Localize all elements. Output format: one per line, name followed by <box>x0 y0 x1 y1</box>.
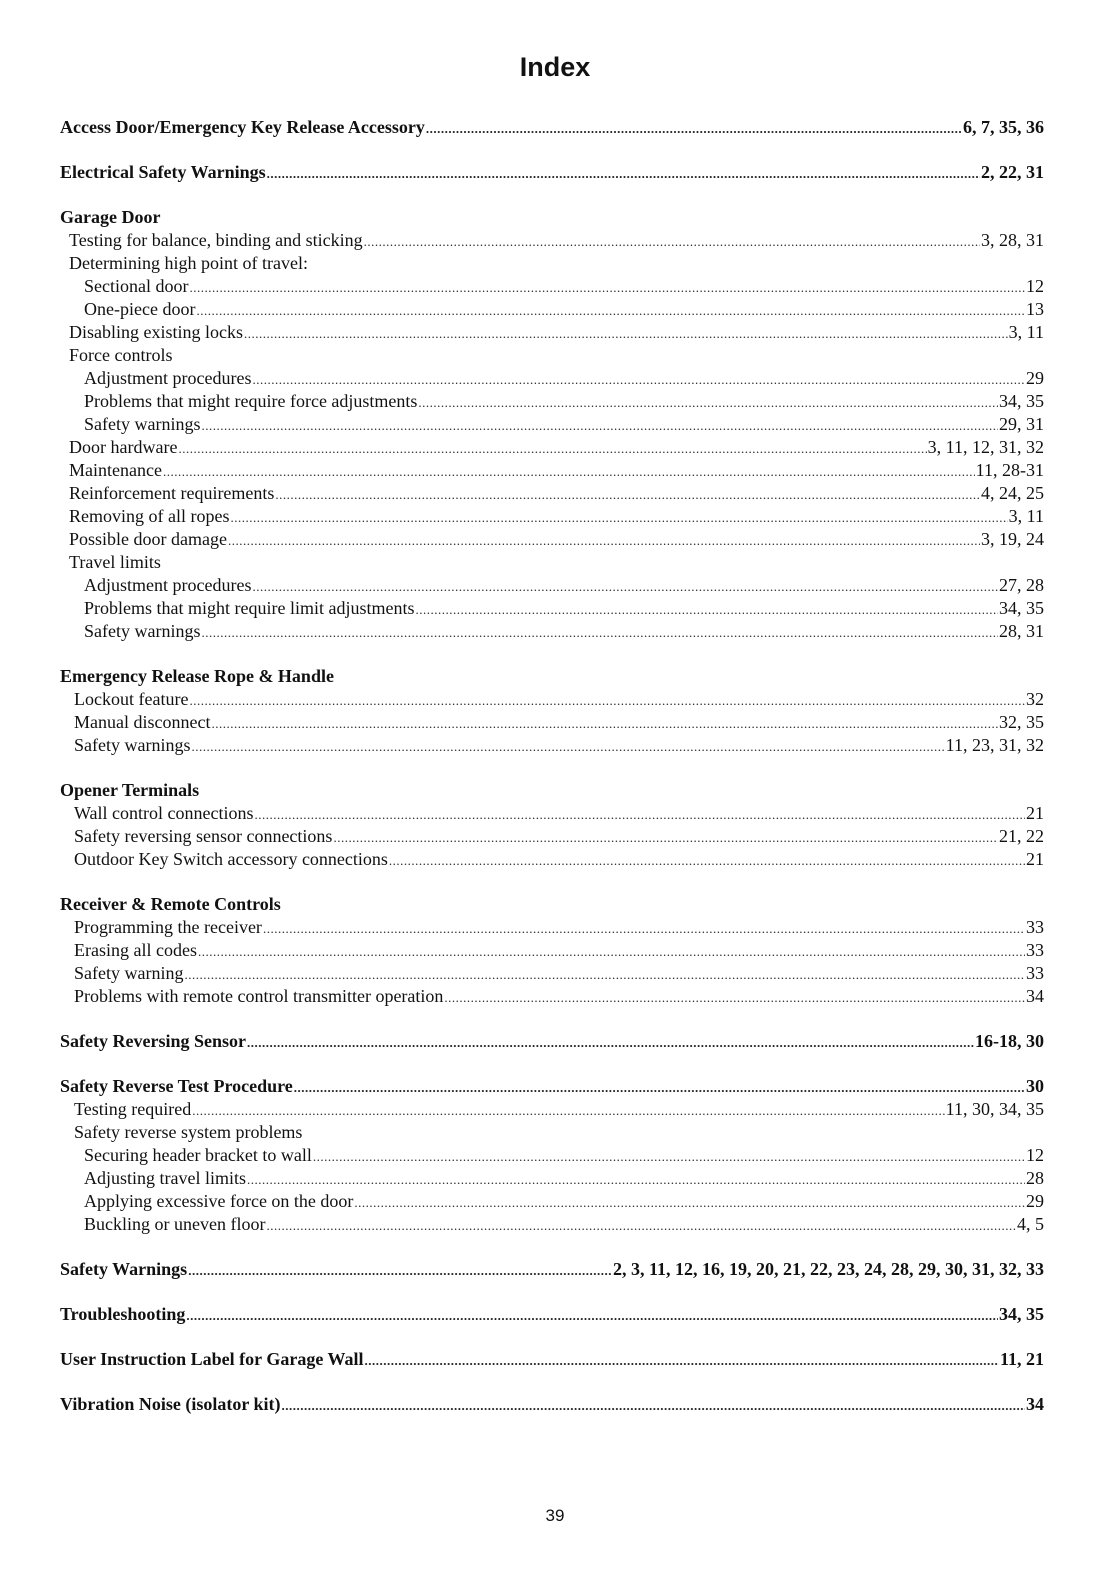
entry-label: Possible door damage <box>69 529 227 549</box>
entry-label: Wall control connections <box>74 803 254 823</box>
entry-pages: 3, 19, 24 <box>981 529 1044 549</box>
index-heading <box>60 1303 1044 1326</box>
entry-label: Safety Warnings <box>60 1259 188 1279</box>
entry-pages: 12 <box>1026 276 1044 296</box>
entry-label: Force controls <box>69 345 173 365</box>
dot-leader <box>189 689 1025 712</box>
entry-pages: 21 <box>1026 849 1044 869</box>
index-entry <box>60 298 1044 321</box>
index-entry <box>60 1213 1044 1236</box>
dot-leader <box>192 1099 944 1122</box>
index-entry <box>60 916 1044 939</box>
entry-pages: 12 <box>1026 1145 1044 1165</box>
entry-pages: 29 <box>1026 368 1044 388</box>
entry-label: Manual disconnect <box>74 712 211 732</box>
entry-pages: 3, 11 <box>1008 322 1044 342</box>
entry-label: Adjusting travel limits <box>84 1168 246 1188</box>
dot-leader <box>184 963 1025 986</box>
entry-label: Troubleshooting <box>60 1304 186 1324</box>
entry-label: Maintenance <box>69 460 162 480</box>
entry-pages: 34 <box>1026 986 1044 1006</box>
index-heading <box>60 1393 1044 1416</box>
entry-pages: 6, 7, 35, 36 <box>963 117 1044 137</box>
dot-leader <box>333 826 998 849</box>
dot-leader <box>263 917 1025 940</box>
entry-label: Vibration Noise (isolator kit) <box>60 1394 281 1414</box>
index-entry <box>60 574 1044 597</box>
entry-label: Door hardware <box>69 437 178 457</box>
index-heading <box>60 116 1044 139</box>
entry-pages: 28 <box>1026 1168 1044 1188</box>
dot-leader <box>252 575 998 598</box>
entry-label: Safety warnings <box>84 414 201 434</box>
index-entry <box>60 1098 1044 1121</box>
dot-leader <box>191 735 944 758</box>
entry-pages: 11, 28-31 <box>975 460 1044 480</box>
dot-leader <box>282 1394 1026 1417</box>
dot-leader <box>252 368 1025 391</box>
entry-pages: 32, 35 <box>999 712 1044 732</box>
entry-pages: 28, 31 <box>999 621 1044 641</box>
entry-label: Access Door/Emergency Key Release Accessory <box>60 117 425 137</box>
entry-label: Erasing all codes <box>74 940 197 960</box>
index-entry <box>60 1121 1044 1144</box>
entry-label: Applying excessive force on the door <box>84 1191 354 1211</box>
entry-label: Problems with remote control transmitter operation <box>74 986 444 1006</box>
dot-leader <box>198 940 1025 963</box>
entry-label: Testing required <box>74 1099 192 1119</box>
entry-label: Safety Reverse Test Procedure <box>60 1076 293 1096</box>
entry-label: Problems that might require limit adjustments <box>84 598 415 618</box>
index-entry <box>60 734 1044 757</box>
dot-leader <box>211 712 998 735</box>
entry-pages: 4, 5 <box>1017 1214 1044 1234</box>
dot-leader <box>178 437 926 460</box>
index-entry <box>60 620 1044 643</box>
dot-leader <box>186 1304 998 1327</box>
entry-label: Electrical Safety Warnings <box>60 162 266 182</box>
entry-pages: 16-18, 30 <box>975 1031 1044 1051</box>
entry-pages: 3, 28, 31 <box>981 230 1044 250</box>
dot-leader <box>188 1259 612 1282</box>
entry-pages: 4, 24, 25 <box>981 483 1044 503</box>
dot-leader <box>313 1145 1025 1168</box>
index-entry <box>60 321 1044 344</box>
dot-leader <box>201 414 998 437</box>
entry-pages: 32 <box>1026 689 1044 709</box>
dot-leader <box>196 299 1025 322</box>
index-entry <box>60 344 1044 367</box>
entry-label: Receiver & Remote Controls <box>60 894 281 914</box>
index-heading <box>60 779 1044 802</box>
entry-label: Disabling existing locks <box>69 322 243 342</box>
entry-label: Travel limits <box>69 552 161 572</box>
entry-pages: 11, 23, 31, 32 <box>945 735 1044 755</box>
index-entry <box>60 802 1044 825</box>
index-entry <box>60 367 1044 390</box>
entry-label: Testing for balance, binding and sticking <box>69 230 363 250</box>
dot-leader <box>415 598 998 621</box>
page-number: 39 <box>545 1506 565 1525</box>
index-heading <box>60 893 1044 916</box>
index-entry <box>60 505 1044 528</box>
index-entry <box>60 711 1044 734</box>
index-heading <box>60 665 1044 688</box>
entry-label: Lockout feature <box>74 689 189 709</box>
index-entry <box>60 939 1044 962</box>
entry-label: Sectional door <box>84 276 189 296</box>
entry-pages: 33 <box>1026 917 1044 937</box>
dot-leader <box>444 986 1025 1009</box>
dot-leader <box>294 1076 1025 1099</box>
entry-label: Determining high point of travel: <box>69 253 308 273</box>
dot-leader <box>267 162 980 185</box>
entry-label: Safety warnings <box>74 735 191 755</box>
dot-leader <box>244 322 1008 345</box>
entry-pages: 34, 35 <box>999 598 1044 618</box>
entry-pages: 34, 35 <box>999 1304 1044 1324</box>
entry-label: Opener Terminals <box>60 780 200 800</box>
dot-leader <box>189 276 1025 299</box>
entry-label: Safety reverse system problems <box>74 1122 303 1142</box>
index-list <box>60 116 1044 1416</box>
entry-pages: 29 <box>1026 1191 1044 1211</box>
entry-pages: 33 <box>1026 940 1044 960</box>
entry-pages: 34, 35 <box>999 391 1044 411</box>
entry-pages: 2, 3, 11, 12, 16, 19, 20, 21, 22, 23, 24, 28, 29, 30, 31, 32, 33 <box>612 1259 1044 1279</box>
index-entry <box>60 1190 1044 1213</box>
index-entry <box>60 275 1044 298</box>
entry-pages: 34 <box>1026 1394 1044 1414</box>
entry-pages: 29, 31 <box>999 414 1044 434</box>
entry-pages: 11, 30, 34, 35 <box>945 1099 1044 1119</box>
index-entry <box>60 597 1044 620</box>
dot-leader <box>228 529 980 552</box>
entry-pages: 33 <box>1026 963 1044 983</box>
entry-pages: 30 <box>1026 1076 1044 1096</box>
entry-pages: 13 <box>1026 299 1044 319</box>
index-heading <box>60 161 1044 184</box>
index-entry <box>60 413 1044 436</box>
entry-pages: 21 <box>1026 803 1044 823</box>
dot-leader <box>426 117 962 140</box>
index-entry <box>60 1167 1044 1190</box>
entry-pages: 3, 11, 12, 31, 32 <box>927 437 1044 457</box>
entry-label: Safety warning <box>74 963 184 983</box>
entry-pages: 2, 22, 31 <box>981 162 1044 182</box>
index-entry <box>60 1144 1044 1167</box>
index-entry <box>60 436 1044 459</box>
index-entry <box>60 985 1044 1008</box>
index-entry <box>60 390 1044 413</box>
entry-pages: 3, 11 <box>1008 506 1044 526</box>
dot-leader <box>163 460 975 483</box>
entry-label: Garage Door <box>60 207 161 227</box>
entry-label: Removing of all ropes <box>69 506 230 526</box>
dot-leader <box>247 1031 974 1054</box>
dot-leader <box>247 1168 1025 1191</box>
page-title: Index <box>519 52 591 82</box>
index-entry <box>60 688 1044 711</box>
dot-leader <box>255 803 1026 826</box>
entry-label: Adjustment procedures <box>84 368 252 388</box>
dot-leader <box>354 1191 1025 1214</box>
entry-pages: 21, 22 <box>999 826 1044 846</box>
index-heading <box>60 1075 1044 1098</box>
entry-label: Safety Reversing Sensor <box>60 1031 246 1051</box>
dot-leader <box>201 621 998 644</box>
entry-label: User Instruction Label for Garage Wall <box>60 1349 364 1369</box>
index-entry <box>60 482 1044 505</box>
entry-label: Safety warnings <box>84 621 201 641</box>
entry-label: Outdoor Key Switch accessory connections <box>74 849 388 869</box>
index-entry <box>60 459 1044 482</box>
entry-label: One-piece door <box>84 299 196 319</box>
index-entry <box>60 551 1044 574</box>
index-heading <box>60 1348 1044 1371</box>
index-entry <box>60 528 1044 551</box>
dot-leader <box>418 391 998 414</box>
entry-label: Emergency Release Rope & Handle <box>60 666 334 686</box>
entry-pages: 27, 28 <box>999 575 1044 595</box>
index-entry <box>60 252 1044 275</box>
entry-label: Securing header bracket to wall <box>84 1145 312 1165</box>
index-heading <box>60 206 1044 229</box>
index-heading <box>60 1258 1044 1281</box>
entry-label: Adjustment procedures <box>84 575 252 595</box>
index-heading <box>60 1030 1044 1053</box>
entry-label: Programming the receiver <box>74 917 262 937</box>
entry-label: Buckling or uneven floor <box>84 1214 266 1234</box>
index-entry <box>60 962 1044 985</box>
entry-label: Problems that might require force adjustments <box>84 391 418 411</box>
dot-leader <box>365 1349 999 1372</box>
index-entry <box>60 229 1044 252</box>
dot-leader <box>266 1214 1016 1237</box>
entry-pages: 11, 21 <box>999 1349 1044 1369</box>
index-entry <box>60 825 1044 848</box>
index-entry <box>60 848 1044 871</box>
dot-leader <box>275 483 980 506</box>
entry-label: Reinforcement requirements <box>69 483 275 503</box>
entry-label: Safety reversing sensor connections <box>74 826 333 846</box>
dot-leader <box>389 849 1025 872</box>
dot-leader <box>230 506 1007 529</box>
dot-leader <box>364 230 980 253</box>
